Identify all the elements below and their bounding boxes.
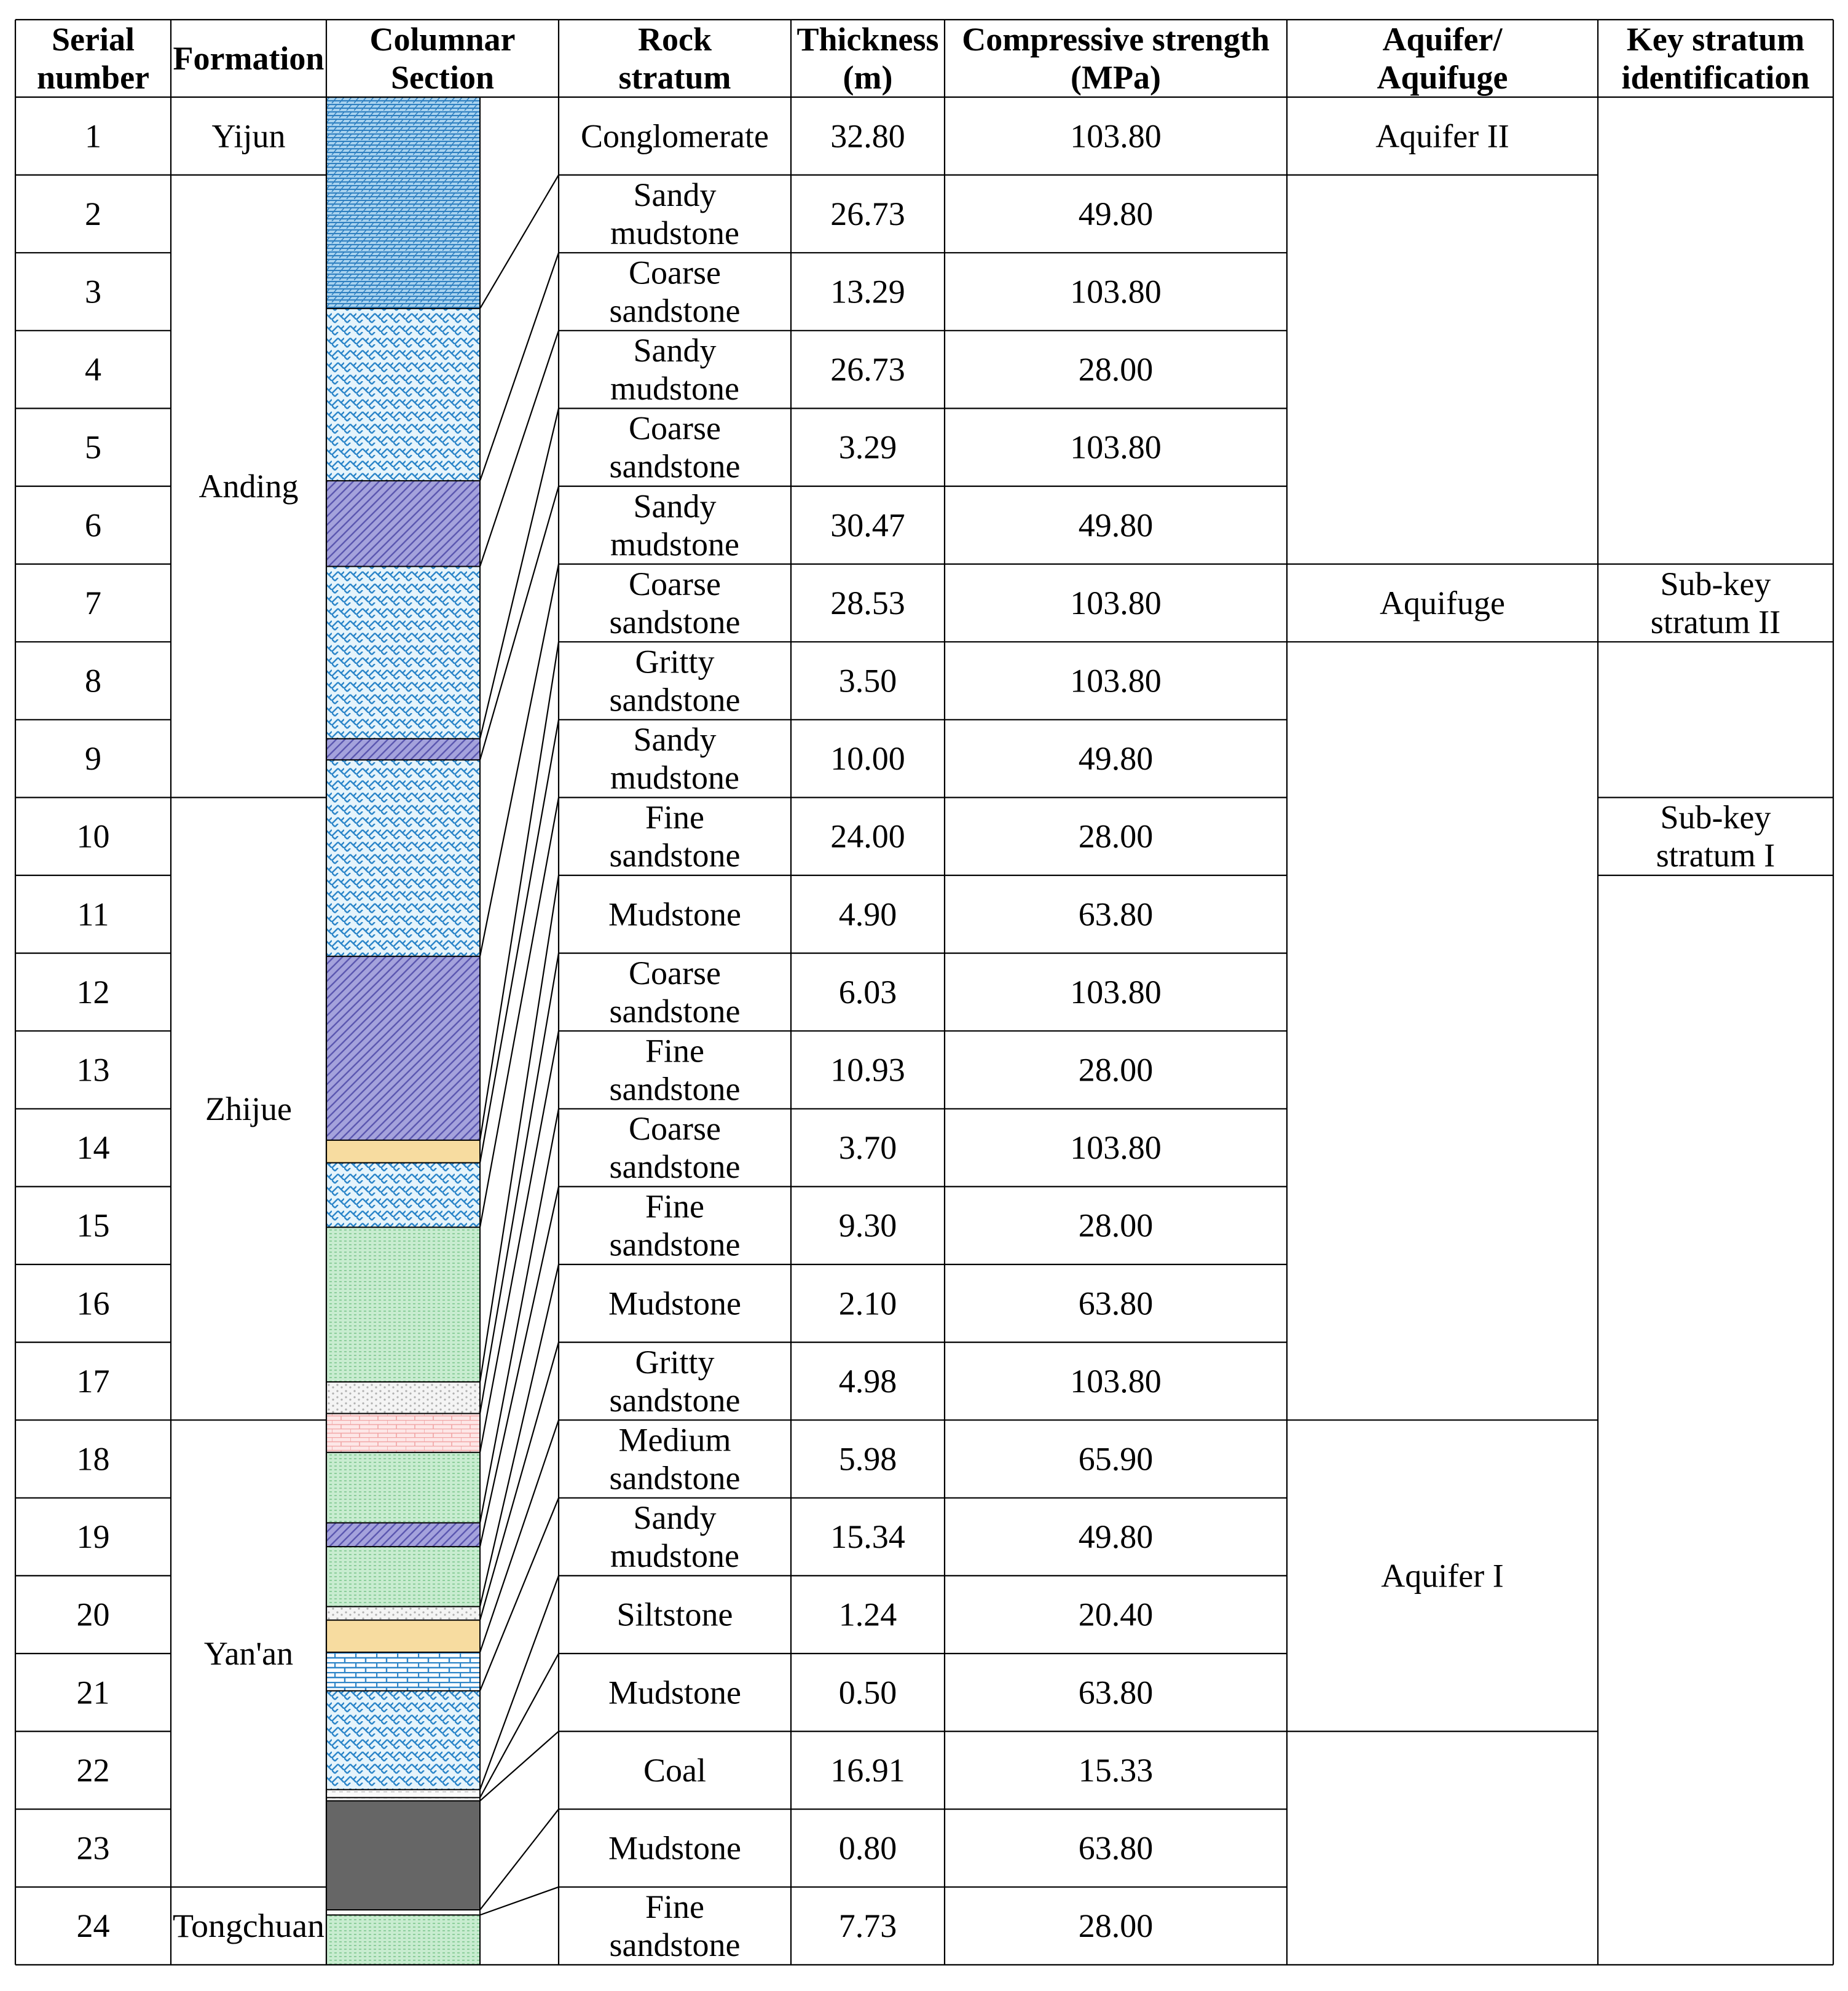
connector-line	[480, 1498, 559, 1691]
rock-stratum-cell: Coarse	[629, 254, 721, 291]
compressive-strength-cell: 28.00	[1078, 818, 1154, 855]
rock-stratum-cell: Medium	[618, 1421, 731, 1459]
rock-stratum-cell: mudstone	[610, 214, 739, 251]
serial-number-cell: 24	[76, 1907, 110, 1945]
columnar-layer-12	[326, 1413, 480, 1452]
serial-number-cell: 21	[76, 1674, 110, 1711]
columnar-layer-18	[326, 1652, 480, 1691]
header-aquifer-aquifuge: Aquifuge	[1377, 59, 1508, 96]
columnar-layer-16	[326, 1607, 480, 1620]
columnar-layer-22	[326, 1801, 480, 1910]
serial-number-cell: 16	[76, 1285, 110, 1322]
header-serial-number: number	[36, 59, 150, 96]
serial-number-cell: 9	[85, 740, 101, 778]
compressive-strength-cell: 15.33	[1078, 1751, 1154, 1789]
rock-stratum-cell: Mudstone	[608, 1829, 741, 1867]
compressive-strength-cell: 28.00	[1078, 1051, 1154, 1089]
thickness-cell: 26.73	[830, 351, 905, 388]
compressive-strength-cell: 103.80	[1070, 1129, 1162, 1167]
compressive-strength-cell: 28.00	[1078, 1907, 1154, 1945]
connector-line	[480, 875, 559, 1382]
thickness-cell: 1.24	[838, 1596, 897, 1633]
serial-number-cell: 5	[85, 428, 101, 466]
thickness-cell: 3.29	[838, 428, 897, 466]
header-columnar-section: Columnar	[369, 21, 516, 58]
rock-stratum-cell: sandstone	[609, 837, 741, 874]
aquifer-cell: Aquifer I	[1381, 1557, 1504, 1595]
compressive-strength-cell: 20.40	[1078, 1596, 1154, 1633]
rock-stratum-cell: sandstone	[609, 603, 741, 641]
connector-line	[480, 1809, 559, 1910]
compressive-strength-cell: 103.80	[1070, 1362, 1162, 1400]
serial-number-cell: 14	[76, 1129, 110, 1167]
rock-stratum-cell: sandstone	[609, 447, 741, 485]
header-aquifer-aquifuge: Aquifer/	[1382, 21, 1503, 58]
header-thickness: Thickness	[796, 21, 939, 58]
rock-stratum-cell: Conglomerate	[581, 117, 769, 155]
aquifer-cell: Aquifuge	[1380, 584, 1505, 621]
rock-stratum-cell: Coarse	[629, 565, 721, 602]
formation-cell: Yijun	[211, 117, 286, 155]
rock-stratum-cell: Fine	[645, 1032, 705, 1070]
rock-stratum-cell: Sandy	[633, 332, 717, 369]
compressive-strength-cell: 103.80	[1070, 973, 1162, 1011]
thickness-cell: 6.03	[838, 973, 897, 1011]
formation-cell: Zhijue	[205, 1090, 292, 1127]
connector-line	[480, 1342, 559, 1620]
compressive-strength-cell: 65.90	[1078, 1440, 1154, 1478]
thickness-cell: 15.34	[830, 1518, 905, 1556]
rock-stratum-cell: mudstone	[610, 759, 739, 797]
serial-number-cell: 22	[76, 1751, 110, 1789]
thickness-cell: 3.70	[838, 1129, 897, 1167]
columnar-layer-10	[326, 1227, 480, 1382]
serial-number-cell: 13	[76, 1051, 110, 1089]
rock-stratum-cell: sandstone	[609, 681, 741, 719]
compressive-strength-cell: 49.80	[1078, 195, 1154, 232]
thickness-cell: 26.73	[830, 195, 905, 232]
connector-line	[480, 1575, 559, 1789]
serial-number-cell: 6	[85, 507, 101, 544]
compressive-strength-cell: 28.00	[1078, 351, 1154, 388]
rock-stratum-cell: sandstone	[609, 1070, 741, 1108]
key-stratum-cell: stratum I	[1656, 837, 1775, 874]
rock-stratum-cell: Mudstone	[608, 1674, 741, 1711]
compressive-strength-cell: 49.80	[1078, 740, 1154, 778]
thickness-cell: 7.73	[838, 1907, 897, 1945]
columnar-layer-15	[326, 1547, 480, 1607]
serial-number-cell: 23	[76, 1829, 110, 1867]
columnar-layer-3	[326, 481, 480, 566]
key-stratum-cell: stratum II	[1650, 603, 1781, 641]
thickness-cell: 10.00	[830, 740, 905, 778]
header-serial-number: Serial	[52, 21, 135, 58]
serial-number-cell: 12	[76, 973, 110, 1011]
thickness-cell: 10.93	[830, 1051, 905, 1089]
columnar-layer-7	[326, 956, 480, 1140]
rock-stratum-cell: Coal	[643, 1751, 706, 1789]
columnar-layer-24	[326, 1915, 480, 1965]
rock-stratum-cell: Coarse	[629, 409, 721, 447]
columnar-layer-13	[326, 1453, 480, 1523]
formation-cell: Anding	[199, 468, 299, 505]
key-stratum-cell: Sub-key	[1660, 565, 1771, 602]
compressive-strength-cell: 103.80	[1070, 662, 1162, 700]
columnar-layer-11	[326, 1382, 480, 1413]
header-rock-stratum: stratum	[618, 59, 731, 96]
rock-stratum-cell: sandstone	[609, 1148, 741, 1186]
thickness-cell: 32.80	[830, 117, 905, 155]
rock-stratum-cell: sandstone	[609, 1381, 741, 1419]
rock-stratum-cell: Fine	[645, 1888, 705, 1926]
serial-number-cell: 15	[76, 1207, 110, 1244]
rock-stratum-cell: Gritty	[635, 1343, 715, 1381]
thickness-cell: 28.53	[830, 584, 905, 621]
serial-number-cell: 11	[77, 896, 109, 933]
rock-stratum-cell: Sandy	[633, 721, 717, 759]
thickness-cell: 16.91	[830, 1751, 905, 1789]
connector-line	[480, 408, 559, 738]
rock-stratum-cell: sandstone	[609, 1226, 741, 1263]
serial-number-cell: 3	[85, 273, 101, 310]
serial-number-cell: 7	[85, 584, 101, 621]
compressive-strength-cell: 28.00	[1078, 1207, 1154, 1244]
rock-stratum-cell: Fine	[645, 798, 705, 836]
rock-stratum-cell: sandstone	[609, 1459, 741, 1497]
thickness-cell: 0.80	[838, 1829, 897, 1867]
rock-stratum-cell: mudstone	[610, 370, 739, 408]
columnar-layer-6	[326, 760, 480, 956]
header-rock-stratum: Rock	[638, 21, 712, 58]
columnar-layer-19	[326, 1691, 480, 1790]
thickness-cell: 30.47	[830, 507, 905, 544]
compressive-strength-cell: 103.80	[1070, 273, 1162, 310]
rock-stratum-cell: Siltstone	[616, 1596, 733, 1633]
formation-cell: Tongchuan	[173, 1907, 324, 1945]
connector-line	[480, 1420, 559, 1652]
rock-stratum-cell: Coarse	[629, 1110, 721, 1148]
thickness-cell: 3.50	[838, 662, 897, 700]
header-key-stratum: identification	[1621, 59, 1810, 96]
serial-number-cell: 8	[85, 662, 101, 700]
columnar-layer-1	[326, 97, 480, 309]
formation-cell: Yan'an	[203, 1635, 294, 1672]
compressive-strength-cell: 103.80	[1070, 117, 1162, 155]
compressive-strength-cell: 63.80	[1078, 1285, 1154, 1322]
compressive-strength-cell: 103.80	[1070, 428, 1162, 466]
thickness-cell: 0.50	[838, 1674, 897, 1711]
columnar-layer-23	[326, 1910, 480, 1915]
thickness-cell: 2.10	[838, 1285, 897, 1322]
serial-number-cell: 4	[85, 351, 101, 388]
rock-stratum-cell: sandstone	[609, 992, 741, 1030]
header-key-stratum: Key stratum	[1626, 21, 1805, 58]
compressive-strength-cell: 49.80	[1078, 1518, 1154, 1556]
serial-number-cell: 10	[76, 818, 110, 855]
connector-line	[480, 953, 559, 1414]
rock-stratum-cell: Sandy	[633, 487, 717, 525]
serial-number-cell: 17	[76, 1362, 110, 1400]
rock-stratum-cell: Fine	[645, 1188, 705, 1225]
serial-number-cell: 18	[76, 1440, 110, 1478]
thickness-cell: 9.30	[838, 1207, 897, 1244]
rock-stratum-cell: mudstone	[610, 526, 739, 563]
thickness-cell: 4.90	[838, 896, 897, 933]
serial-number-cell: 20	[76, 1596, 110, 1633]
columnar-layer-8	[326, 1140, 480, 1163]
compressive-strength-cell: 63.80	[1078, 1674, 1154, 1711]
connector-line	[480, 797, 559, 1227]
key-stratum-cell: Sub-key	[1660, 798, 1771, 836]
header-compressive-strength: Compressive strength	[962, 21, 1270, 58]
columnar-layer-9	[326, 1163, 480, 1228]
rock-stratum-cell: Sandy	[633, 176, 717, 213]
columnar-layer-20	[326, 1789, 480, 1797]
compressive-strength-cell: 63.80	[1078, 896, 1154, 933]
serial-number-cell: 2	[85, 195, 101, 232]
header-columnar-section: Section	[391, 59, 494, 96]
aquifer-cell: Aquifer II	[1375, 117, 1509, 155]
connector-line	[480, 1732, 559, 1801]
rock-stratum-cell: Coarse	[629, 954, 721, 992]
columnar-layer-5	[326, 739, 480, 760]
serial-number-cell: 19	[76, 1518, 110, 1556]
connector-line	[480, 1887, 559, 1915]
rock-stratum-cell: Sandy	[633, 1499, 717, 1537]
rock-stratum-cell: sandstone	[609, 292, 741, 329]
header-thickness: (m)	[843, 59, 893, 96]
rock-stratum-cell: mudstone	[610, 1537, 739, 1575]
columnar-layer-4	[326, 567, 480, 739]
rock-stratum-cell: Mudstone	[608, 1285, 741, 1322]
thickness-cell: 4.98	[838, 1362, 897, 1400]
compressive-strength-cell: 63.80	[1078, 1829, 1154, 1867]
columnar-layer-2	[326, 309, 480, 481]
header-compressive-strength: (MPa)	[1071, 59, 1161, 96]
header-formation: Formation	[173, 40, 324, 77]
serial-number-cell: 1	[85, 117, 101, 155]
connector-line	[480, 1654, 559, 1797]
rock-stratum-cell: sandstone	[609, 1926, 741, 1964]
rock-stratum-cell: Mudstone	[608, 896, 741, 933]
thickness-cell: 24.00	[830, 818, 905, 855]
compressive-strength-cell: 103.80	[1070, 584, 1162, 621]
thickness-cell: 13.29	[830, 273, 905, 310]
compressive-strength-cell: 49.80	[1078, 507, 1154, 544]
rock-stratum-cell: Gritty	[635, 643, 715, 680]
thickness-cell: 5.98	[838, 1440, 897, 1478]
columnar-layer-17	[326, 1620, 480, 1652]
columnar-layer-14	[326, 1523, 480, 1547]
